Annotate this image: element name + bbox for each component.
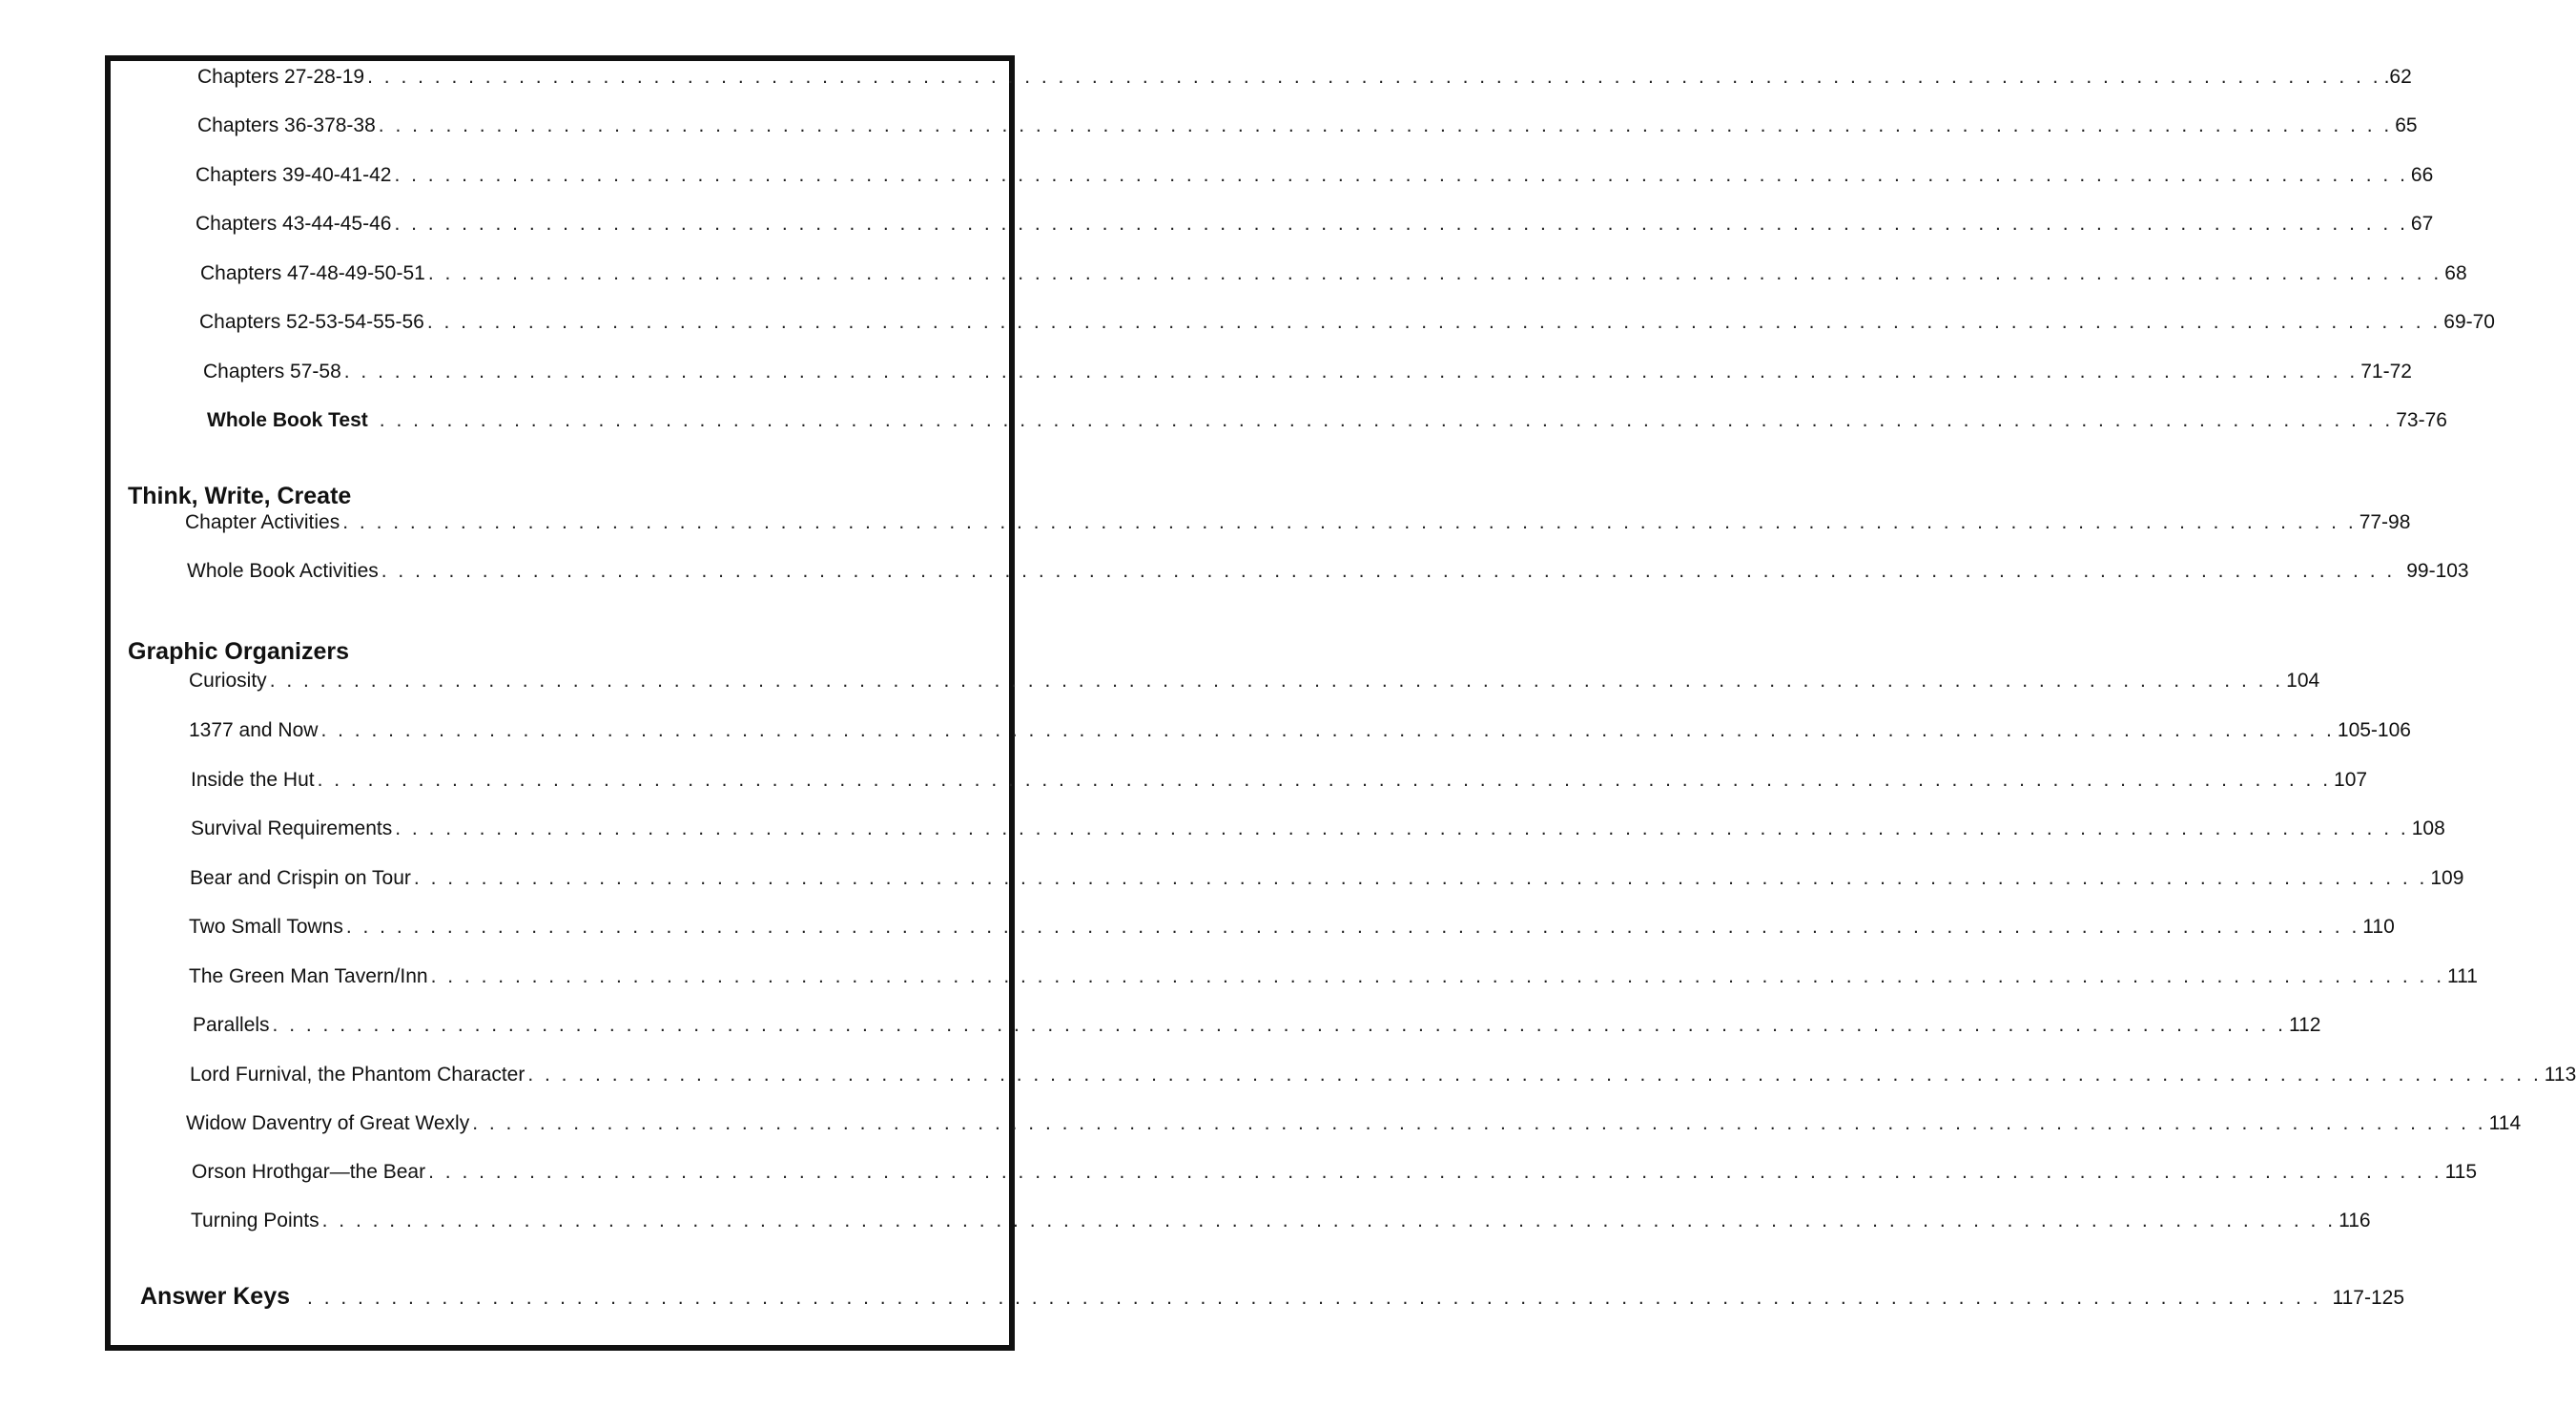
toc-entry bbox=[199, 308, 2495, 337]
toc-entry bbox=[203, 358, 2412, 386]
toc-entry bbox=[191, 766, 2368, 795]
leader-dots: . . . . . . . . . . . . . . . . . . . . . . . . . . . . . . . . . . . . . . . . . . . . . . . . . . . . . . . . . . . . . . . . . . . . . . . . . . . . . . . . . . . . . . . . . . . . . . . . . . . . . . . . . . . . . . . . . . . . . . . . bbox=[342, 511, 2357, 533]
toc-entry bbox=[193, 1011, 2321, 1040]
toc-entry-page: 107 bbox=[2334, 769, 2368, 791]
toc-entry bbox=[191, 1207, 2371, 1235]
leader-dots: . . . . . . . . . . . . . . . . . . . . . . . . . . . . . . . . . . . . . . . . . . . . . . . . . . . . . . . . . . . . . . . . . . . . . . . . . . . . . . . . . . . . . . . . . . . . . . . . . . . . . . . . . . . . . . . . . . . . . . . . bbox=[426, 311, 2442, 333]
toc-entry-page: 117-125 bbox=[2332, 1287, 2404, 1309]
toc-entry-page: 66 bbox=[2410, 164, 2434, 186]
toc-entry-page: 112 bbox=[2289, 1014, 2321, 1036]
toc-entry-label: 1377 and Now bbox=[189, 719, 319, 741]
leader-dots: . . . . . . . . . . . . . . . . . . . . . . . . . . . . . . . . . . . . . . . . . . . . . . . . . . . . . . . . . . . . . . . . . . . . . . . . . . . . . . . . . . . . . . . . . . . . . . . . . . . . . . . . . . . . . . . . . . . . . . . . bbox=[307, 1287, 2321, 1309]
leader-dots: . . . . . . . . . . . . . . . . . . . . . . . . . . . . . . . . . . . . . . . . . . . . . . . . . . . . . . . . . . . . . . . . . . . . . . . . . . . . . . . . . . . . . . . . . . . . . . . . . . . . . . . . . . . . . . . . . . . . . . . . bbox=[395, 817, 2409, 839]
toc-entry bbox=[196, 161, 2434, 190]
toc-entry-label: Turning Points bbox=[191, 1210, 319, 1231]
page-border-frame bbox=[105, 55, 1015, 1351]
toc-entry-answer-keys bbox=[140, 1282, 2404, 1311]
toc-entry bbox=[197, 112, 2418, 140]
toc-entry bbox=[189, 913, 2395, 941]
toc-entry bbox=[187, 557, 2469, 586]
toc-entry-whole-book-test bbox=[207, 406, 2447, 435]
toc-entry bbox=[190, 864, 2464, 893]
toc-entry-label: Whole Book Activities bbox=[187, 560, 379, 582]
toc-entry-page: 65 bbox=[2395, 114, 2418, 136]
toc-entry-label: Chapters 57-58 bbox=[203, 361, 341, 383]
toc-entry-page: 99-103 bbox=[2406, 560, 2469, 582]
leader-dots: . . . . . . . . . . . . . . . . . . . . . . . . . . . . . . . . . . . . . . . . . . . . . . . . . . . . . . . . . . . . . . . . . . . . . . . . . . . . . . . . . . . . . . . . . . . . . . . . . . . . . . . . . . . . . . . . . . . . . . . . bbox=[381, 560, 2396, 582]
toc-entry-page: 109 bbox=[2430, 867, 2464, 889]
toc-entry-label: Bear and Crispin on Tour bbox=[190, 867, 411, 889]
toc-entry-label: Chapters 39-40-41-42 bbox=[196, 164, 392, 186]
toc-entry-page: 114 bbox=[2488, 1112, 2522, 1134]
leader-dots: . . . . . . . . . . . . . . . . . . . . . . . . . . . . . . . . . . . . . . . . . . . . . . . . . . . . . . . . . . . . . . . . . . . . . . . . . . . . . . . . . . . . . . . . . . . . . . . . . . . . . . . . . . . . . . . . . . . . . . . . bbox=[269, 670, 2284, 692]
toc-entry bbox=[200, 259, 2467, 288]
section-heading-think-write-create: Think, Write, Create bbox=[128, 483, 352, 509]
toc-entry bbox=[191, 815, 2445, 843]
toc-entry-label: Widow Daventry of Great Wexly bbox=[186, 1112, 470, 1134]
toc-entry-label: Chapters 43-44-45-46 bbox=[196, 213, 392, 235]
leader-dots: . . . . . . . . . . . . . . . . . . . . . . . . . . . . . . . . . . . . . . . . . . . . . . . . . . . . . . . . . . . . . . . . . . . . . . . . . . . . . . . . . . . . . . . . . . . . . . . . . . . . . . . . . . . . . . . . . . . . . . . . bbox=[367, 66, 2381, 88]
toc-entry-page: 113 bbox=[2544, 1064, 2576, 1086]
toc-entry-label: Chapters 27-28-19 bbox=[197, 66, 365, 88]
toc-entry-page: 77-98 bbox=[2359, 511, 2411, 533]
toc-entry bbox=[190, 1061, 2576, 1089]
toc-entry bbox=[189, 962, 2478, 991]
toc-entry-page: 104 bbox=[2286, 670, 2320, 692]
section-heading-graphic-organizers: Graphic Organizers bbox=[128, 638, 350, 665]
leader-dots: . . . . . . . . . . . . . . . . . . . . . . . . . . . . . . . . . . . . . . . . . . . . . . . . . . . . . . . . . . . . . . . . . . . . . . . . . . . . . . . . . . . . . . . . . . . . . . . . . . . . . . . . . . . . . . . . . . . . . . . . bbox=[321, 1210, 2337, 1231]
toc-entry-page: 110 bbox=[2362, 916, 2395, 938]
toc-entry bbox=[189, 667, 2320, 695]
toc-entry-page: .62 bbox=[2383, 66, 2412, 88]
leader-dots: . . . . . . . . . . . . . . . . . . . . . . . . . . . . . . . . . . . . . . . . . . . . . . . . . . . . . . . . . . . . . . . . . . . . . . . . . . . . . . . . . . . . . . . . . . . . . . . . . . . . . . . . . . . . . . . . . . . . . . . . bbox=[343, 361, 2359, 383]
toc-entry bbox=[192, 1158, 2478, 1187]
toc-entry-label: Chapters 36-378-38 bbox=[197, 114, 376, 136]
leader-dots: . . . . . . . . . . . . . . . . . . . . . . . . . . . . . . . . . . . . . . . . . . . . . . . . . . . . . . . . . . . . . . . . . . . . . . . . . . . . . . . . . . . . . . . . . . . . . . . . . . . . . . . . . . . . . . . . . . . . . . . . bbox=[378, 114, 2393, 136]
toc-entry-label: Lord Furnival, the Phantom Character bbox=[190, 1064, 526, 1086]
toc-entry-label: Chapters 47-48-49-50-51 bbox=[200, 262, 425, 284]
toc-entry-page: 108 bbox=[2411, 817, 2445, 839]
leader-dots: . . . . . . . . . . . . . . . . . . . . . . . . . . . . . . . . . . . . . . . . . . . . . . . . . . . . . . . . . . . . . . . . . . . . . . . . . . . . . . . . . . . . . . . . . . . . . . . . . . . . . . . . . . . . . . . . . . . . . . . . bbox=[317, 769, 2332, 791]
toc-entry-page: 69-70 bbox=[2443, 311, 2495, 333]
leader-dots: . . . . . . . . . . . . . . . . . . . . . . . . . . . . . . . . . . . . . . . . . . . . . . . . . . . . . . . . . . . . . . . . . . . . . . . . . . . . . . . . . . . . . . . . . . . . . . . . . . . . . . . . . . . . . . . . . . . . . . . . bbox=[527, 1064, 2542, 1086]
leader-dots: . . . . . . . . . . . . . . . . . . . . . . . . . . . . . . . . . . . . . . . . . . . . . . . . . . . . . . . . . . . . . . . . . . . . . . . . . . . . . . . . . . . . . . . . . . . . . . . . . . . . . . . . . . . . . . . . . . . . . . . . bbox=[345, 916, 2360, 938]
toc-entry-page: 115 bbox=[2444, 1161, 2478, 1183]
toc-entry-label: Answer Keys bbox=[140, 1283, 291, 1310]
toc-entry bbox=[185, 508, 2411, 537]
toc-entry-label: Orson Hrothgar—the Bear bbox=[192, 1161, 426, 1183]
toc-entry bbox=[189, 716, 2411, 745]
leader-dots: . . . . . . . . . . . . . . . . . . . . . . . . . . . . . . . . . . . . . . . . . . . . . . . . . . . . . . . . . . . . . . . . . . . . . . . . . . . . . . . . . . . . . . . . . . . . . . . . . . . . . . . . . . . . . . . . . . . . . . . . bbox=[379, 409, 2394, 431]
toc-entry-page: 73-76 bbox=[2396, 409, 2447, 431]
leader-dots: . . . . . . . . . . . . . . . . . . . . . . . . . . . . . . . . . . . . . . . . . . . . . . . . . . . . . . . . . . . . . . . . . . . . . . . . . . . . . . . . . . . . . . . . . . . . . . . . . . . . . . . . . . . . . . . . . . . . . . . . bbox=[320, 719, 2335, 741]
leader-dots: . . . . . . . . . . . . . . . . . . . . . . . . . . . . . . . . . . . . . . . . . . . . . . . . . . . . . . . . . . . . . . . . . . . . . . . . . . . . . . . . . . . . . . . . . . . . . . . . . . . . . . . . . . . . . . . . . . . . . . . . bbox=[413, 867, 2428, 889]
toc-entry-page: 71-72 bbox=[2360, 361, 2412, 383]
toc-entry-label: Survival Requirements bbox=[191, 817, 393, 839]
toc-entry bbox=[196, 210, 2434, 238]
toc-entry-label: Chapter Activities bbox=[185, 511, 340, 533]
leader-dots: . . . . . . . . . . . . . . . . . . . . . . . . . . . . . . . . . . . . . . . . . . . . . . . . . . . . . . . . . . . . . . . . . . . . . . . . . . . . . . . . . . . . . . . . . . . . . . . . . . . . . . . . . . . . . . . . . . . . . . . . bbox=[472, 1112, 2486, 1134]
leader-dots: . . . . . . . . . . . . . . . . . . . . . . . . . . . . . . . . . . . . . . . . . . . . . . . . . . . . . . . . . . . . . . . . . . . . . . . . . . . . . . . . . . . . . . . . . . . . . . . . . . . . . . . . . . . . . . . . . . . . . . . . bbox=[427, 262, 2442, 284]
toc-entry-page: 68 bbox=[2444, 262, 2467, 284]
toc-entry-page: 67 bbox=[2410, 213, 2434, 235]
toc-entry-label: Inside the Hut bbox=[191, 769, 315, 791]
toc-entry-label: The Green Man Tavern/Inn bbox=[189, 965, 428, 987]
leader-dots: . . . . . . . . . . . . . . . . . . . . . . . . . . . . . . . . . . . . . . . . . . . . . . . . . . . . . . . . . . . . . . . . . . . . . . . . . . . . . . . . . . . . . . . . . . . . . . . . . . . . . . . . . . . . . . . . . . . . . . . . bbox=[394, 164, 2408, 186]
toc-entry-label: Whole Book Test bbox=[207, 409, 368, 431]
toc-entry-label: Curiosity bbox=[189, 670, 267, 692]
toc-entry bbox=[197, 63, 2412, 92]
toc-entry bbox=[186, 1109, 2522, 1138]
toc-entry-page: 116 bbox=[2339, 1210, 2371, 1231]
leader-dots: . . . . . . . . . . . . . . . . . . . . . . . . . . . . . . . . . . . . . . . . . . . . . . . . . . . . . . . . . . . . . . . . . . . . . . . . . . . . . . . . . . . . . . . . . . . . . . . . . . . . . . . . . . . . . . . . . . . . . . . . bbox=[430, 965, 2445, 987]
toc-entry-page: 105-106 bbox=[2337, 719, 2411, 741]
leader-dots: . . . . . . . . . . . . . . . . . . . . . . . . . . . . . . . . . . . . . . . . . . . . . . . . . . . . . . . . . . . . . . . . . . . . . . . . . . . . . . . . . . . . . . . . . . . . . . . . . . . . . . . . . . . . . . . . . . . . . . . . bbox=[272, 1014, 2286, 1036]
leader-dots: . . . . . . . . . . . . . . . . . . . . . . . . . . . . . . . . . . . . . . . . . . . . . . . . . . . . . . . . . . . . . . . . . . . . . . . . . . . . . . . . . . . . . . . . . . . . . . . . . . . . . . . . . . . . . . . . . . . . . . . . bbox=[428, 1161, 2442, 1183]
toc-entry-label: Chapters 52-53-54-55-56 bbox=[199, 311, 424, 333]
toc-entry-page: 111 bbox=[2447, 965, 2478, 987]
leader-dots: . . . . . . . . . . . . . . . . . . . . . . . . . . . . . . . . . . . . . . . . . . . . . . . . . . . . . . . . . . . . . . . . . . . . . . . . . . . . . . . . . . . . . . . . . . . . . . . . . . . . . . . . . . . . . . . . . . . . . . . . bbox=[394, 213, 2408, 235]
toc-entry-label: Two Small Towns bbox=[189, 916, 343, 938]
toc-entry-label: Parallels bbox=[193, 1014, 270, 1036]
